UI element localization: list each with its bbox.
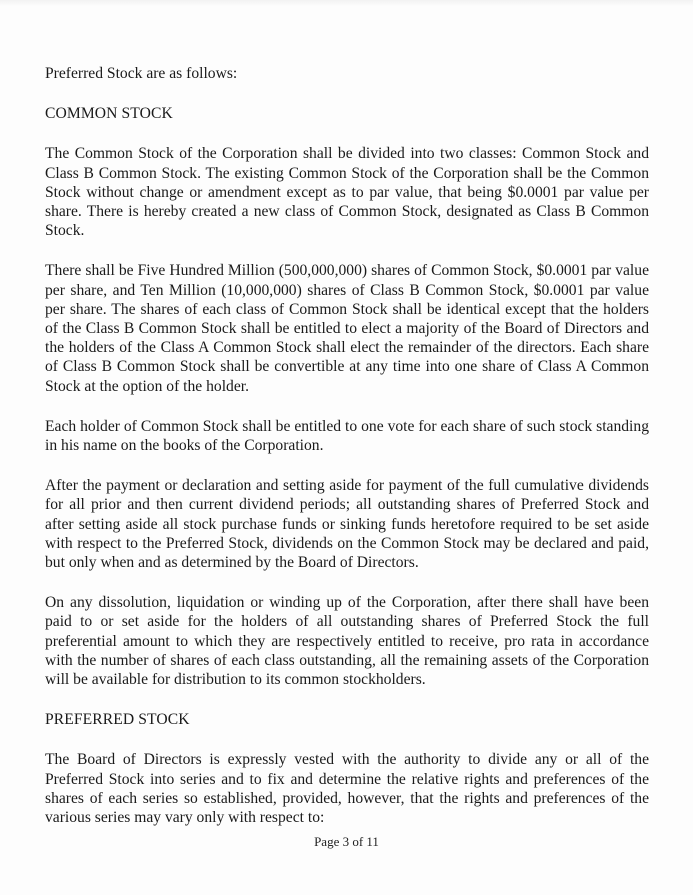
- document-body: [45, 64, 649, 827]
- heading-preferred-stock: PREFERRED STOCK: [45, 711, 190, 729]
- para-dissolution: On any dissolution, liquidation or winding up of the Corporation, after there shall have been paid to or set aside for the holders of all outstanding shares of Preferred Stock the full preferential amount to which they are respectively entitled to receive, pro rata in accordance with the number of shares of each class outstanding, all the remaining assets of the Corporation will be available for distribution to its common stockholders.: [45, 594, 649, 689]
- para-dividends: After the payment or declaration and setting aside for payment of the full cumulative dividends for all prior and then current dividend periods; all outstanding shares of Preferred Stock and after setting aside all stock purchase funds or sinking funds heretofore required to be set aside with respect to the Preferred Stock, dividends on the Common Stock may be declared and paid, but only when and as determined by the Board of Directors.: [45, 477, 649, 572]
- para-common-classes: The Common Stock of the Corporation shall be divided into two classes: Common Stock and Class B Common Stock. The existing Common Stock of the Corporation shall be the Common Stock without change or amendment except as to par value, that being $0.0001 par value per share. There is hereby created a new class of Common Stock, designated as Class B Common Stock.: [45, 145, 649, 240]
- para-preferred-series: The Board of Directors is expressly vested with the authority to divide any or all of the Preferred Stock into series and to fix and determine the relative rights and preferences of the shares of each series so established, provided, however, that the rights and preferences of the various series may vary only with respect to:: [45, 751, 649, 827]
- heading-common-stock: COMMON STOCK: [45, 105, 173, 123]
- para-voting: Each holder of Common Stock shall be entitled to one vote for each share of such stock standing in his name on the books of the Corporation.: [45, 417, 649, 455]
- page-number-footer: Page 3 of 11: [314, 834, 379, 849]
- para-authorized-shares: There shall be Five Hundred Million (500,000,000) shares of Common Stock, $0.0001 par value per share, and Ten Million (10,000,000) shares of Class B Common Stock, $0.0001 par value per share. The shares of each class of Common Stock shall be identical except that the holders of the Class B Common Stock shall be entitled to elect a majority of the Board of Directors and the holders of the Class A Common Stock shall elect the remainder of the directors. Each share of Class B Common Stock shall be convertible at any time into one share of Class A Common Stock at the option of the holder.: [45, 262, 649, 395]
- intro-line: Preferred Stock are as follows:: [45, 65, 238, 82]
- scan-edge: [0, 0, 693, 6]
